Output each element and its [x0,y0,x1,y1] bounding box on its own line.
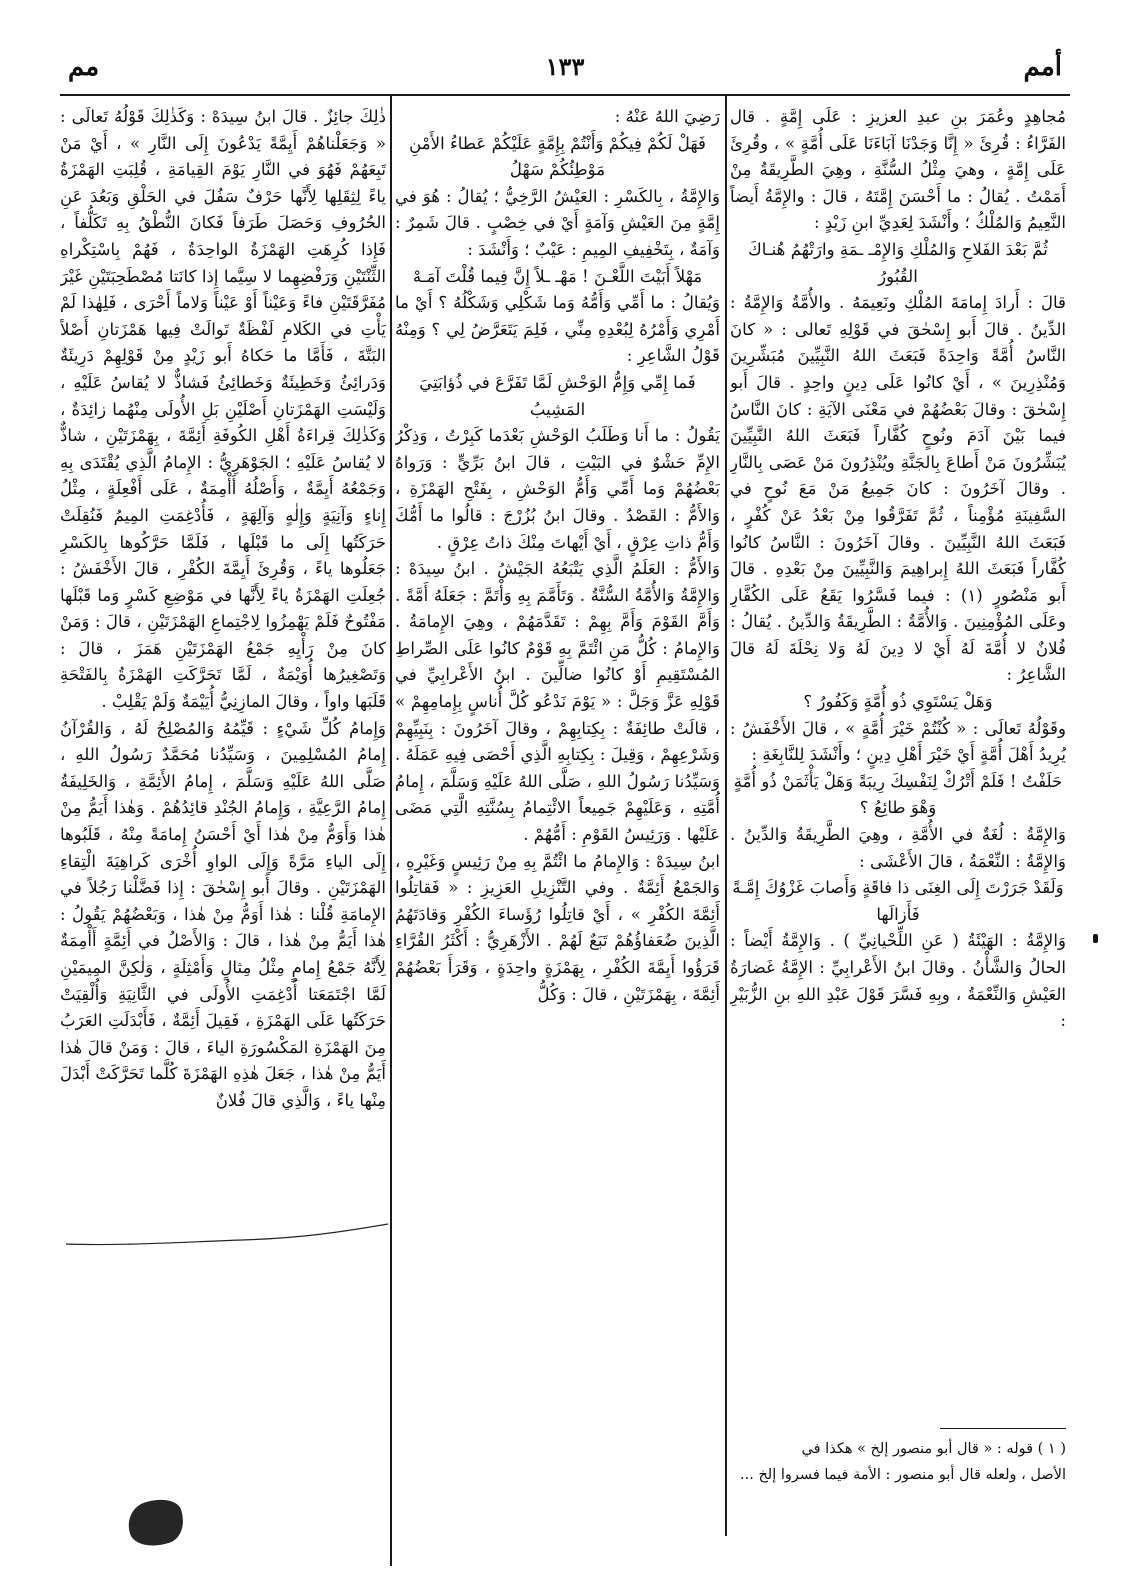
verse-line: فَهَلْ لَكُمْ فِيكُمْ وَأَنْتُمْ بِإِمَّةٍ عَلَيْكُمْ عَطاءُ الأَمْنِ مَوْطِئُكُمْ سَهْلُ [409,133,706,180]
header-keyword-right: أمم [1023,52,1062,82]
paragraph: وقَوْلُهُ تَعالَى : « كُنْتُمْ خَيْرَ أُمَّةٍ » ، قالَ الأَخْفَشُ : يُرِيدُ أَهْلَ أُمَّةٍ أَيْ خَيْرَ أَهْلِ دِينٍ ؛ وأَنْشَدَ لِلنَّابِغَةِ : [730,718,1066,765]
text-column-left [60,104,386,1574]
verse-line: مَهْلاً أَبَيْتَ اللَّعْـنَ ! مَهْـ ـلاً إِنَّ فِيما قُلْتَ آمَـهْ [412,266,703,286]
text-column-right [730,104,1066,1544]
paragraph: مُجاهِدٍ وعُمَرَ بنِ عبدِ العزيزِ : عَلَى إِمَّةٍ . قال الفَرَّاءُ : قُرِئَ « إِنَّا وَجَدْنَا آبَاءَنَا عَلَى أُمَّةٍ » ، وقُرِئَ عَلَى إِمَّةٍ ، وهيَ مِثْلُ السُّنَّةِ ، وهِيَ الطَّرِيقَةُ مِنْ أَمَمْتُ . يُقالُ : ما أَحْسَنَ إِمَّتَهُ ، قالَ : والإِمَّةُ أَيضاً النَّعِيمُ وَالمُلْكُ ؛ وأَنْشَدَ لِعَدِيِّ ابنِ زَيْدٍ : [730,107,1066,233]
column-divider-right [725,96,727,1536]
paragraph: وَالأَمُّ : العَلَمُ الَّذِي يَتْبَعُهُ الجَيْشُ . ابنُ سِيدَهْ : وَالإِمَّةُ وَالأُمَّةُ السُّنَّةُ . وَتَأَمَّمَ بِهِ وَأْتَمَّ : جَعَلَهُ أَمَّةً . وَأَمَّ القَوْمَ وَأَمَّ بِهِمْ : تَقَدَّمَهُمْ ، وهِيَ الإِمامَةُ . وَالإِمامُ : كُلُّ مَنِ ائْتَمَّ بِهِ قَوْمٌ كانُوا عَلَى الصِّراطِ المُسْتَقِيمِ أَوْ كانُوا ضالِّينَ . ابنُ الأَعْرابِيِّ في قَوْلِهِ عَزَّ وَجَلَّ : « يَوْمَ نَدْعُو كُلَّ أُناسٍ بِإِمامِهِمْ » ، قالَتْ طائِفَةٌ : بِكِتابِهِمْ ، وقالَ آخَرُونَ : بِنَبِيِّهِمْ وَشَرْعِهِمْ ، وَقِيلَ : بِكِتابِهِ الَّذِي أَحْصَى فِيهِ عَمَلَهُ . وَسَيِّدُنا رَسُولُ اللهِ ، صَلَّى اللهُ عَلَيْهِ وَسَلَّمَ ، إِمامُ أُمَّتِهِ ، وَعَلَيْهِمْ جَمِيعاً الائْتِمامُ بِسُنَّتِهِ الَّتِي مَضَى عَلَيْها . وَرَئِيسُ القَوْمِ : أَمُّهُمْ . [395,559,720,845]
header-keyword-left: مم [68,52,100,82]
verse-line: حَلَفْتُ ! فَلَمْ أَتْرُكْ لِنَفْسِكَ رِيبَةً وَهَلْ يَأْثَمَنْ ذُو أُمَّةٍ وَهْوَ طائِعُ ؟ [733,771,1063,818]
footnote-line: ( ١ ) قوله : « قال أبو منصور إلخ » هكذا في [801,1441,1066,1457]
header-rule [60,94,1070,96]
paragraph: يَقُولُ : ما أَنا وَطَلَبُ الوَحْشِ بَعْدَما كَبِرْتُ ، وَذِكْرُ الإِمِّ حَشْوٌ في البَيْتِ ، قالَ ابنُ بَرِّيٍّ : وَرَواهُ بَعْضُهُمْ وَما أَمِّي وَأَمُّ الوَحْشِ ، بِفَتْحِ الهَمْزَةِ ، وَالأَمُّ : القَصْدُ . وقالَ ابنُ بُزُرْجَ : قالُوا ما أَمُّكَ وَأَمُّ ذاتِ عِرْقٍ ، أَيْ أَيْهاتَ مِنْكَ ذاتُ عِرْقٍ . [395,426,720,552]
paragraph: ابنُ سِيدَهْ : وَالإِمامُ ما ائْتُمَّ بِهِ مِنْ رَئِيسٍ وَغَيْرِهِ ، وَالجَمْعُ أَئِمَّةٌ . وفي التَّنْزِيلِ العَزِيزِ : « فَقاتِلُوا أَئِمَّةَ الكُفْرِ » ، أَيْ قاتِلُوا رُؤَساءَ الكُفْرِ وَقادَتَهُمُ الَّذِينَ ضُعَفاؤُهُمْ تَبَعٌ لَهُمْ . الأَزْهَرِيُّ : أَكْثَرُ القُرَّاءِ قَرَؤُوا أَيِمَّةَ الكُفْرِ ، بِهَمْزَةٍ واحِدَةٍ ، وَقَرَأَ بَعْضُهُمْ أَئِمَّةَ ، بِهَمْزَتَيْنِ ، قالَ : وَكُلُّ [395,851,720,1004]
footnote-rule [940,1428,1066,1429]
paragraph: ذٰلِكَ جائِزٌ . قالَ ابنُ سِيدَهْ : وَكَذٰلِكَ قَوْلُهُ تَعالَى : « وَجَعَلْناهُمْ أَيِمَّةً يَدْعُونَ إِلَى النَّارِ » ، أَيْ مَنْ تَبِعَهُمْ فَهُوَ في النَّارِ يَوْمَ القِيامَةِ ، قُلِبَتِ الهَمْزَةُ ياءً لِثِقَلِها لِأَنَّها حَرْفٌ سَفُلَ في الحَلْقِ وَبَعُدَ عَنِ الحُرُوفِ وَحَصَلَ طَرَفاً فَكانَ النُّطْقُ بِهِ تَكَلُّفاً ، فَإِذا كُرِهَتِ الهَمْزَةُ الواحِدَةُ ، فَهُمْ بِاسْتِكْراهِ الثِّنْتَيْنِ وَرَفْضِهِما لا سِيَّما إِذا كانَتا مُصْطَحِبَتَيْنِ غَيْرَ مُفَرَّقَتَيْنِ فاءً وَعَيْناً أَوْ عَيْناً وَلاماً أَحْرَى ، فَلِهٰذا لَمْ يَأْتِ في الكَلامِ لَفْظَةٌ تَوالَتْ فِيها هَمْزَتانِ أَصْلاً البَتَّةَ ، فَأَمَّا ما حَكاهُ أَبو زَيْدٍ مِنْ قَوْلِهِمْ دَرِيئَةٌ وَدَرائِئُ وَخَطِيئَةٌ وَخَطائِئُ فَشاذٌّ لا يُقاسُ عَلَيْهِ ، وَلَيْسَتِ الهَمْزَتانِ أَصْلَيْنِ بَلِ الأُولَى مِنْهُما زائِدَةٌ ، وَكَذٰلِكَ قِراءَةُ أَهْلِ الكُوفَةِ أَئِمَّةَ ، بِهَمْزَتَيْنِ ، شاذٌّ لا يُقاسُ عَلَيْهِ ؛ الجَوْهَرِيُّ : الإِمامُ الَّذِي يُقْتَدَى بِهِ وَجَمْعُهُ أَيِمَّةٌ ، وَأَصْلُهُ أَأْمِمَةٌ ، عَلَى أَفْعِلَةٍ ، مِثْلُ إِناءٍ وَآنِيَةٍ وَإِلٰهٍ وَآلِهَةٍ ، فَأُدْغِمَتِ المِيمُ فَنُقِلَتْ حَرَكَتُها إِلَى ما قَبْلَها ، فَلَمَّا حَرَّكُوها بِالكَسْرِ جَعَلُوها ياءً ، وَقُرِئَ أَيِمَّةَ الكُفْرِ ، قالَ الأَخْفَشُ : جُعِلَتِ الهَمْزَةُ ياءً لِأَنَّها في مَوْضِعِ كَسْرٍ وَما قَبْلَها مَفْتُوحٌ فَلَمْ يَهْمِزُوا لِاجْتِماعِ الهَمْزَتَيْنِ ، قالَ : وَمَنْ كانَ مِنْ رَأْيِهِ جَمْعُ الهَمْزَتَيْنِ هَمَزَ ، قالَ : وَتَصْغِيرُها أُوَيْمَةٌ ، لَمَّا تَحَرَّكَتِ الهَمْزَةُ بِالفَتْحَةِ قَلَبَها واواً ، وقالَ المازِنِيُّ أُيَيْمَةٌ وَلَمْ يَقْلِبْ . [60,107,386,712]
paragraph: قالَ : أَرادَ إِمامَةَ المُلْكِ ونَعِيمَهُ . والأُمَّةُ وَالإِمَّةُ : الدِّينُ . قالَ أَبو إِسْحٰقَ في قَوْلِهِ تَعالى : « كانَ النَّاسُ أُمَّةً وَاحِدَةً فَبَعَثَ اللهُ النَّبِيِّينَ مُبَشِّرِينَ وَمُنْذِرِينَ » ، أَيْ كانُوا عَلَى دِينٍ واحِدٍ . قالَ أَبو إِسْحٰقَ : وقالَ بَعْضُهُمْ في مَعْنَى الآيَةِ : كانَ النَّاسُ فيما بَيْنَ آدَمَ ونُوحٍ كُفَّاراً فَبَعَثَ اللهُ النَّبِيِّينَ يُبَشِّرُونَ مَنْ أَطاعَ بِالجَنَّةِ ويُنْذِرُونَ مَنْ عَصَى بِالنَّارِ . وقالَ آخَرُونَ : كانَ جَمِيعُ مَنْ مَعَ نُوحٍ في السَّفِينَةِ مُؤْمِناً ، ثُمَّ تَفَرَّقُوا مِنْ بَعْدُ عَنْ كُفْرٍ ، فَبَعَثَ اللهُ النَّبِيِّينَ . وقالَ آخَرُونَ : النَّاسُ كانُوا كُفَّاراً فَبَعَثَ اللهُ إِبراهِيمَ وَالنَّبِيِّينَ مِنْ بَعْدِهِ . قالَ أَبو مَنْصُورٍ (١) : فيما فَسَّرُوا يَقَعُ عَلَى الكُفَّارِ وعَلَى المُؤْمِنِينَ . وَالأُمَّةُ : الطَّرِيقَةُ وَالدِّينُ . يُقالُ : فُلانٌ لا أُمَّةَ لَهُ أَيْ لا دِينَ لَهُ وَلا نِحْلَةَ لَهُ قالَ الشَّاعِرُ : [730,293,1066,685]
paragraph: وَيُقالُ : ما أَمِّي وَأَمُّهُ وَما شَكْلِي وَشَكْلُهُ ؟ أَيْ ما أَمْرِي وَأَمْرُهُ لِبُعْدِهِ مِنِّي ، فَلِمَ يَتَعَرَّضُ لِي ؟ وَمِنْهُ قَوْلُ الشَّاعِرِ : [395,293,720,366]
footnote [730,1436,1066,1488]
pencil-underline-mark [62,1218,392,1254]
margin-mark [1093,934,1098,943]
verse-line: وَهَلْ يَسْتَوِي ذُو أُمَّةٍ وَكَفُورُ ؟ [803,692,993,712]
footnote-line: الأصل ، ولعله قال أبو منصور : الأمة فيما فسروا إلخ ... [740,1467,1066,1483]
paragraph: وَإِمامُ كُلِّ شَيْءٍ : قَيِّمُهُ وَالمُصْلِحُ لَهُ ، وَالقُرْآنُ إِمامُ المُسْلِمِينَ ، وَسَيِّدُنا مُحَمَّدٌ رَسُولُ اللهِ ، صَلَّى اللهُ عَلَيْهِ وَسَلَّمَ ، إِمامُ الأَئِمَّةِ ، وَالخَلِيفَةُ إِمامُ الرَّعِيَّةِ ، وَإِمامُ الجُنْدِ قائِدُهُمْ . وَهٰذا أَيَمُّ مِنْ هٰذا وَأَوَمُّ مِنْ هٰذا أَيْ أَحْسَنُ إِمامَةً مِنْهُ ، قَلَبُوها إِلَى الياءِ مَرَّةً وَإِلَى الواوِ أُخْرَى كَراهِيَةَ الْتِقاءِ الهَمْزَتَيْنِ . وقالَ أَبو إِسْحٰقَ : إِذا فَضَّلْنا رَجُلاً في الإِمامَةِ قُلْنا : هٰذا أَوَمُّ مِنْ هٰذا ، وَبَعْضُهُمْ يَقُولُ : هٰذا أَيَمُّ مِنْ هٰذا ، قالَ : وَالأَصْلُ في أَئِمَّةٍ أَأْمِمَةٌ لِأَنَّهُ جَمْعُ إِمامٍ مِثْلُ مِثالٍ وَأَمْثِلَةٍ ، وَلٰكِنَّ المِيمَيْنِ لَمَّا اجْتَمَعَتا أُدْغِمَتِ الأُولَى في الثَّانِيَةِ وَأُلْقِيَتْ حَرَكَتُها عَلَى الهَمْزَةِ ، فَقِيلَ أَئِمَّةٌ ، فَأَبْدَلَتِ العَرَبُ مِنَ الهَمْزَةِ المَكْسُورَةِ الياءَ ، قالَ : وَمَنْ قالَ هٰذا أَيَمُّ مِنْ هٰذا ، جَعَلَ هٰذِهِ الهَمْزَةَ كُلَّما تَحَرَّكَتْ أَبْدَلَ مِنْها ياءً ، وَالَّذِي قالَ فُلانٌ [60,718,386,1110]
column-divider-left [390,96,392,1566]
text-column-middle [395,104,720,1574]
verse-line: فَما إِمِّي وَإِمُّ الوَحْشِ لَمَّا تَفَرَّعَ في ذُؤابَتِيَ المَشِيبُ [419,372,696,419]
paragraph: وَالإِمَّةُ ، بِالكَسْرِ : العَيْشُ الرَّخِيُّ ؛ يُقالُ : هُوَ في إِمَّةٍ مِنَ العَيْشِ وَآمَةٍ أَيْ في خِصْبٍ . قالَ شَمِرٌ : وَآمَةٌ ، بِتَخْفِيفِ المِيمِ : عَيْبٌ ؛ وَأَنْشَدَ : [395,186,720,259]
paragraph: رَضِيَ اللهُ عَنْهُ : [614,107,720,126]
paragraph: وَالإِمَّةُ : لُغَةٌ في الأُمَّةِ ، وهِيَ الطَّرِيقَةُ وَالدِّينُ . وَالإِمَّةُ : النِّعْمَةُ ، قالَ الأَعْشَى : [730,825,1066,871]
paragraph: وَالإِمَّةُ : الهَيْئَةُ ( عَنِ اللِّحْيانِيِّ ) . وَالإِمَّةُ أَيْضاً : الحالُ وَالشَّأْنُ . وقالَ ابنُ الأَعْرابِيِّ : الإِمَّةُ غَضارَةُ العَيْشِ وَالنِّعْمَةُ ، وبِهِ فَسَّرَ قَوْلَ عَبْدِ اللهِ بنِ الزُّبَيْرِ : [730,931,1066,1031]
verse-line: ثُمَّ بَعْدَ الفَلاحِ وَالمُلْكِ وَالإِمْـ ـمَةِ وارَتْهُمُ هُنـاكَ القُبُورُ [748,239,1048,286]
page-number: ١٣٣ [545,52,585,81]
verse-line: وَلَقَدْ جَرَرْتَ إِلَى الغِنَى ذا فاقَةٍ وَأَصابَ غَزْوُكَ إِمَّـةً فَأَزالَها [732,878,1064,924]
